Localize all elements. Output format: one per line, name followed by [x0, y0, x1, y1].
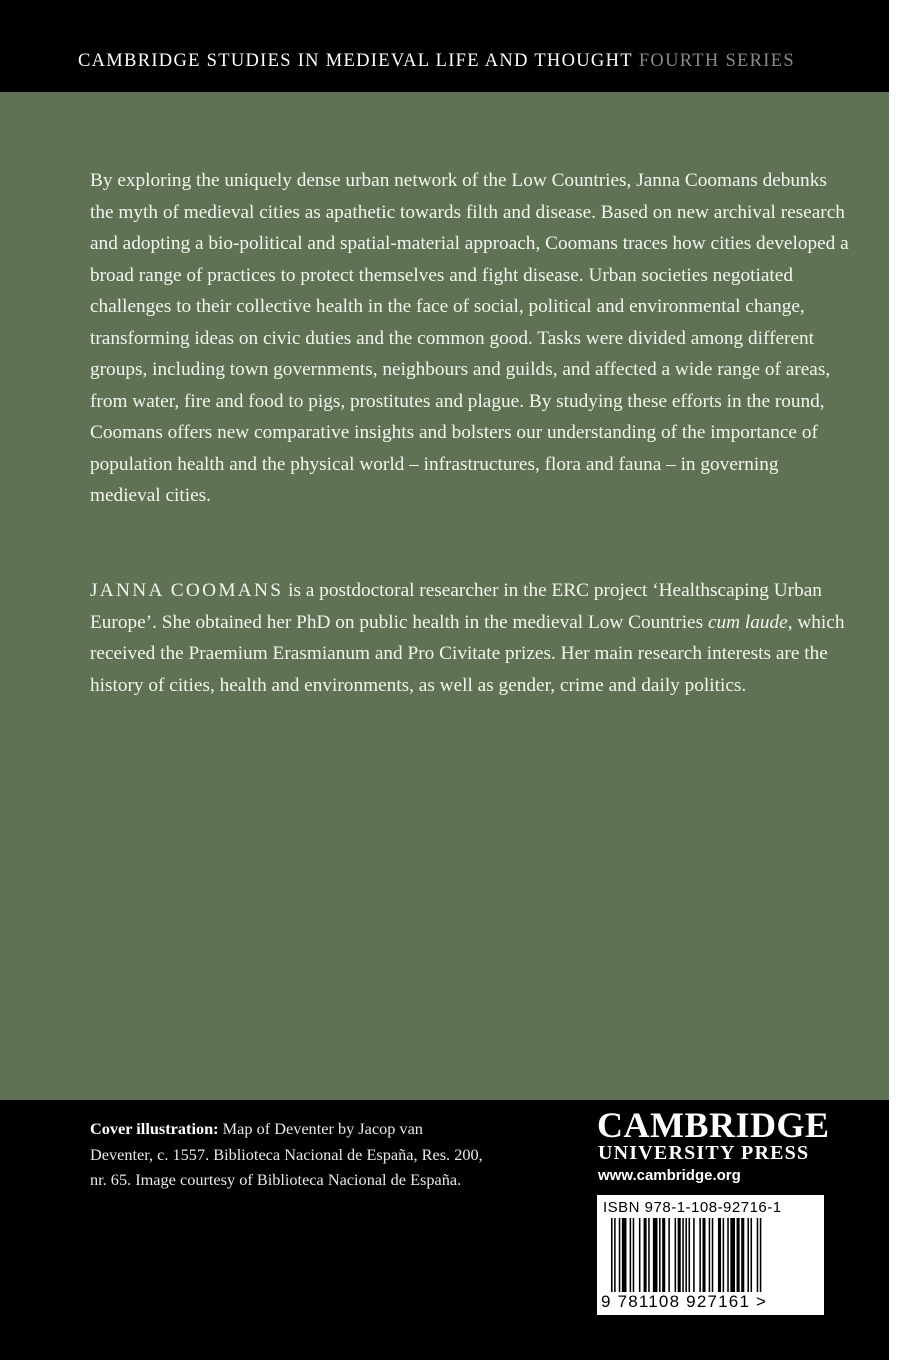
barcode-digits: 9 781108 927161 > [601, 1292, 768, 1311]
series-suffix: FOURTH SERIES [638, 51, 795, 71]
series-name: CAMBRIDGE STUDIES IN MEDIEVAL LIFE AND THOUGHT [78, 51, 633, 71]
author-name: JANNA COOMANS [90, 580, 284, 601]
bio-text-2: , which received the Praemium Erasmianum and Pro Civitate prizes. Her main research interests are the history of cities, health and environments, as well as gender, crime and daily politics. [90, 611, 845, 696]
bio-italic: cum laude [707, 611, 788, 633]
series-title [78, 51, 795, 72]
description-panel [0, 92, 889, 1100]
series-header [0, 0, 889, 92]
author-bio [90, 575, 850, 701]
publisher-logo-subname: UNIVERSITY PRESS [598, 1142, 810, 1164]
publisher-website: www.cambridge.org [598, 1167, 741, 1184]
isbn-label: ISBN 978-1-108-92716-1 [603, 1199, 782, 1216]
isbn-barcode [597, 1195, 824, 1315]
cover-credit-text: Map of Deventer by Jacop van Deventer, c. 1557. Biblioteca Nacional de España, Res. 200, nr. 65. Image courtesy of Biblioteca Nacional de España. [90, 1119, 483, 1189]
page-edge [889, 0, 907, 1360]
cover-credit-label: Cover illustration: [90, 1119, 219, 1138]
bio-text-1: is a postdoctoral researcher in the ERC project ‘Healthscaping Urban Europe’. She obtained her PhD on public health in the medieval Low Countries [90, 580, 822, 633]
publisher-logo-name: CAMBRIDGE [597, 1105, 830, 1145]
cover-credit [90, 1116, 490, 1193]
back-cover-footer [0, 1100, 889, 1360]
book-blurb: By exploring the uniquely dense urban network of the Low Countries, Janna Coomans debunks the myth of medieval cities as apathetic towards filth and disease. Based on new archival research and adopting a bio-political and spatial-material approach, Coomans traces how cities developed a broad range of practices to protect themselves and fight disease. Urban societies negotiated challenges to their collective health in the face of social, political and environmental change, transforming ideas on civic duties and the common good. Tasks were divided among different groups, including town governments, neighbours and guilds, and affected a wide range of areas, from water, fire and food to pigs, prostitutes and plague. By studying these efforts in the round, Coomans offers new comparative insights and bolsters our understanding of the importance of population health and the physical world – infrastructures, flora and fauna – in governing medieval cities. [90, 170, 849, 506]
